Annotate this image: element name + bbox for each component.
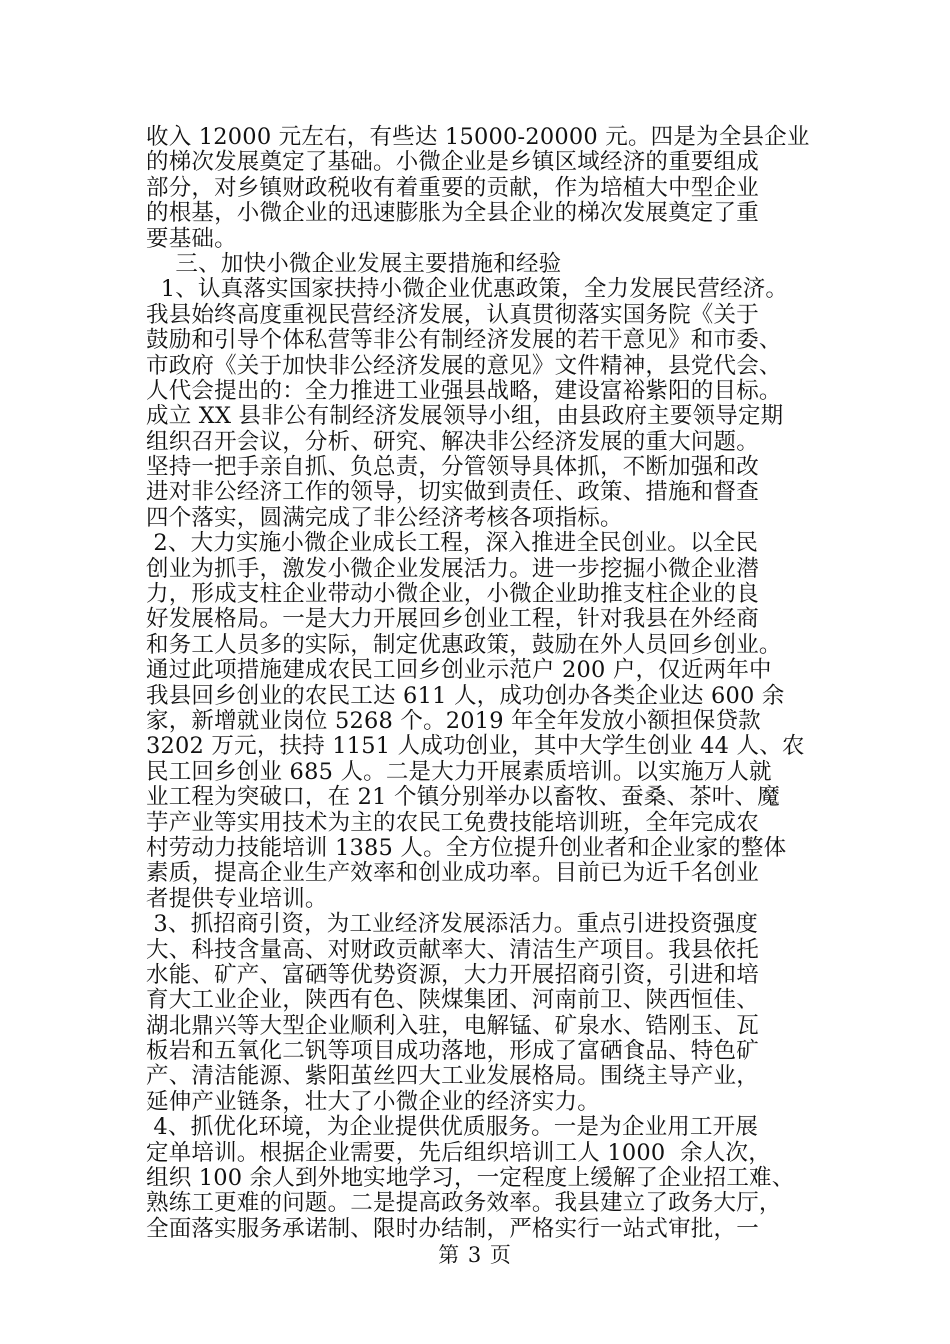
text-line: 熟练工更难的问题。二是提高政务效率。我县建立了政务大厅， [146, 1190, 782, 1217]
text-line: 进对非公经济工作的领导，切实做到责任、政策、措施和督查 [146, 479, 759, 506]
text-line: 者提供专业培训。 [146, 885, 328, 912]
text-line: 湖北鼎兴等大型企业顺利入驻，电解锰、矿泉水、锆刚玉、瓦 [146, 1012, 759, 1039]
text-line: 要基础。 [146, 225, 237, 252]
text-line: 人代会提出的：全力推进工业强县战略，建设富裕紫阳的目标。 [146, 377, 782, 404]
text-line: 我县始终高度重视民营经济发展，认真贯彻落实国务院《关于 [146, 301, 759, 328]
text-line: 成立 XX 县非公有制经济发展领导小组，由县政府主要领导定期 [146, 403, 784, 430]
text-line: 业工程为突破口，在 21 个镇分别举办以畜牧、蚕桑、茶叶、魔 [146, 784, 780, 811]
text-line: 组织 100 余人到外地实地学习，一定程度上缓解了企业招工难、 [146, 1165, 795, 1192]
text-line: 通过此项措施建成农民工回乡创业示范户 200 户，仅近两年中 [146, 657, 772, 684]
text-line: 3、抓招商引资，为工业经济发展添活力。重点引进投资强度 [146, 911, 759, 938]
text-line: 水能、矿产、富硒等优势资源，大力开展招商引资，引进和培 [146, 961, 759, 988]
text-line: 创业为抓手，激发小微企业发展活力。进一步挖掘小微企业潜 [146, 555, 759, 582]
text-line: 育大工业企业，陕西有色、陕煤集团、河南前卫、陕西恒佳、 [146, 987, 759, 1014]
text-line: 部分，对乡镇财政税收有着重要的贡献，作为培植大中型企业 [146, 174, 759, 201]
text-line: 民工回乡创业 685 人。二是大力开展素质培训。以实施万人就 [146, 758, 772, 785]
text-line: 2、大力实施小微企业成长工程，深入推进全民创业。以全民 [146, 530, 759, 557]
text-line: 组织召开会议，分析、研究、解决非公经济发展的重大问题。 [146, 428, 759, 455]
text-line: 四个落实，圆满完成了非公经济考核各项指标。 [146, 504, 623, 531]
text-line: 素质，提高企业生产效率和创业成功率。目前已为近千名创业 [146, 860, 759, 887]
text-line: 3202 万元，扶持 1151 人成功创业，其中大学生创业 44 人、农 [146, 733, 805, 760]
text-line: 村劳动力技能培训 1385 人。全方位提升创业者和企业家的整体 [146, 834, 787, 861]
text-line: 力，形成支柱企业带动小微企业，小微企业助推支柱企业的良 [146, 581, 759, 608]
text-line: 定单培训。根据企业需要，先后组织培训工人 1000 余人次， [146, 1139, 771, 1166]
text-line: 我县回乡创业的农民工达 611 人，成功创办各类企业达 600 余 [146, 682, 785, 709]
body-text [146, 124, 810, 1242]
text-line: 坚持一把手亲自抓、负总责，分管领导具体抓，不断加强和改 [146, 454, 759, 481]
text-line: 的根基，小微企业的迅速膨胀为全县企业的梯次发展奠定了重 [146, 200, 759, 227]
text-line: 4、抓优化环境，为企业提供优质服务。一是为企业用工开展 [146, 1114, 759, 1141]
text-line: 三、加快小微企业发展主要措施和经验 [146, 250, 562, 277]
text-line: 收入 12000 元左右，有些达 15000-20000 元。四是为全县企业 [146, 124, 810, 150]
text-line: 大、科技含量高、对财政贡献率大、清洁生产项目。我县依托 [146, 936, 759, 963]
text-line: 市政府《关于加快非公经济发展的意见》文件精神，县党代会、 [146, 352, 782, 379]
text-line: 板岩和五氧化二钒等项目成功落地，形成了富硒食品、特色矿 [146, 1038, 759, 1065]
text-line: 1、认真落实国家扶持小微企业优惠政策，全力发展民营经济。 [146, 276, 789, 303]
text-line: 芋产业等实用技术为主的农民工免费技能培训班，全年完成农 [146, 809, 759, 836]
text-line: 和务工人员多的实际，制定优惠政策，鼓励在外人员回乡创业。 [146, 631, 782, 658]
text-line: 产、清洁能源、紫阳茧丝四大工业发展格局。围绕主导产业， [146, 1063, 759, 1090]
text-line: 家，新增就业岗位 5268 个。2019 年全年发放小额担保贷款 [146, 707, 761, 734]
page-number: 第 3 页 [438, 1243, 512, 1267]
text-line: 延伸产业链条，壮大了小微企业的经济实力。 [146, 1088, 601, 1115]
text-line: 全面落实服务承诺制、限时办结制，严格实行一站式审批，一 [146, 1215, 759, 1242]
text-line: 鼓励和引导个体私营等非公有制经济发展的若干意见》和市委、 [146, 327, 782, 354]
text-line: 的梯次发展奠定了基础。小微企业是乡镇区域经济的重要组成 [146, 149, 759, 176]
text-line: 好发展格局。一是大力开展回乡创业工程，针对我县在外经商 [146, 606, 759, 633]
